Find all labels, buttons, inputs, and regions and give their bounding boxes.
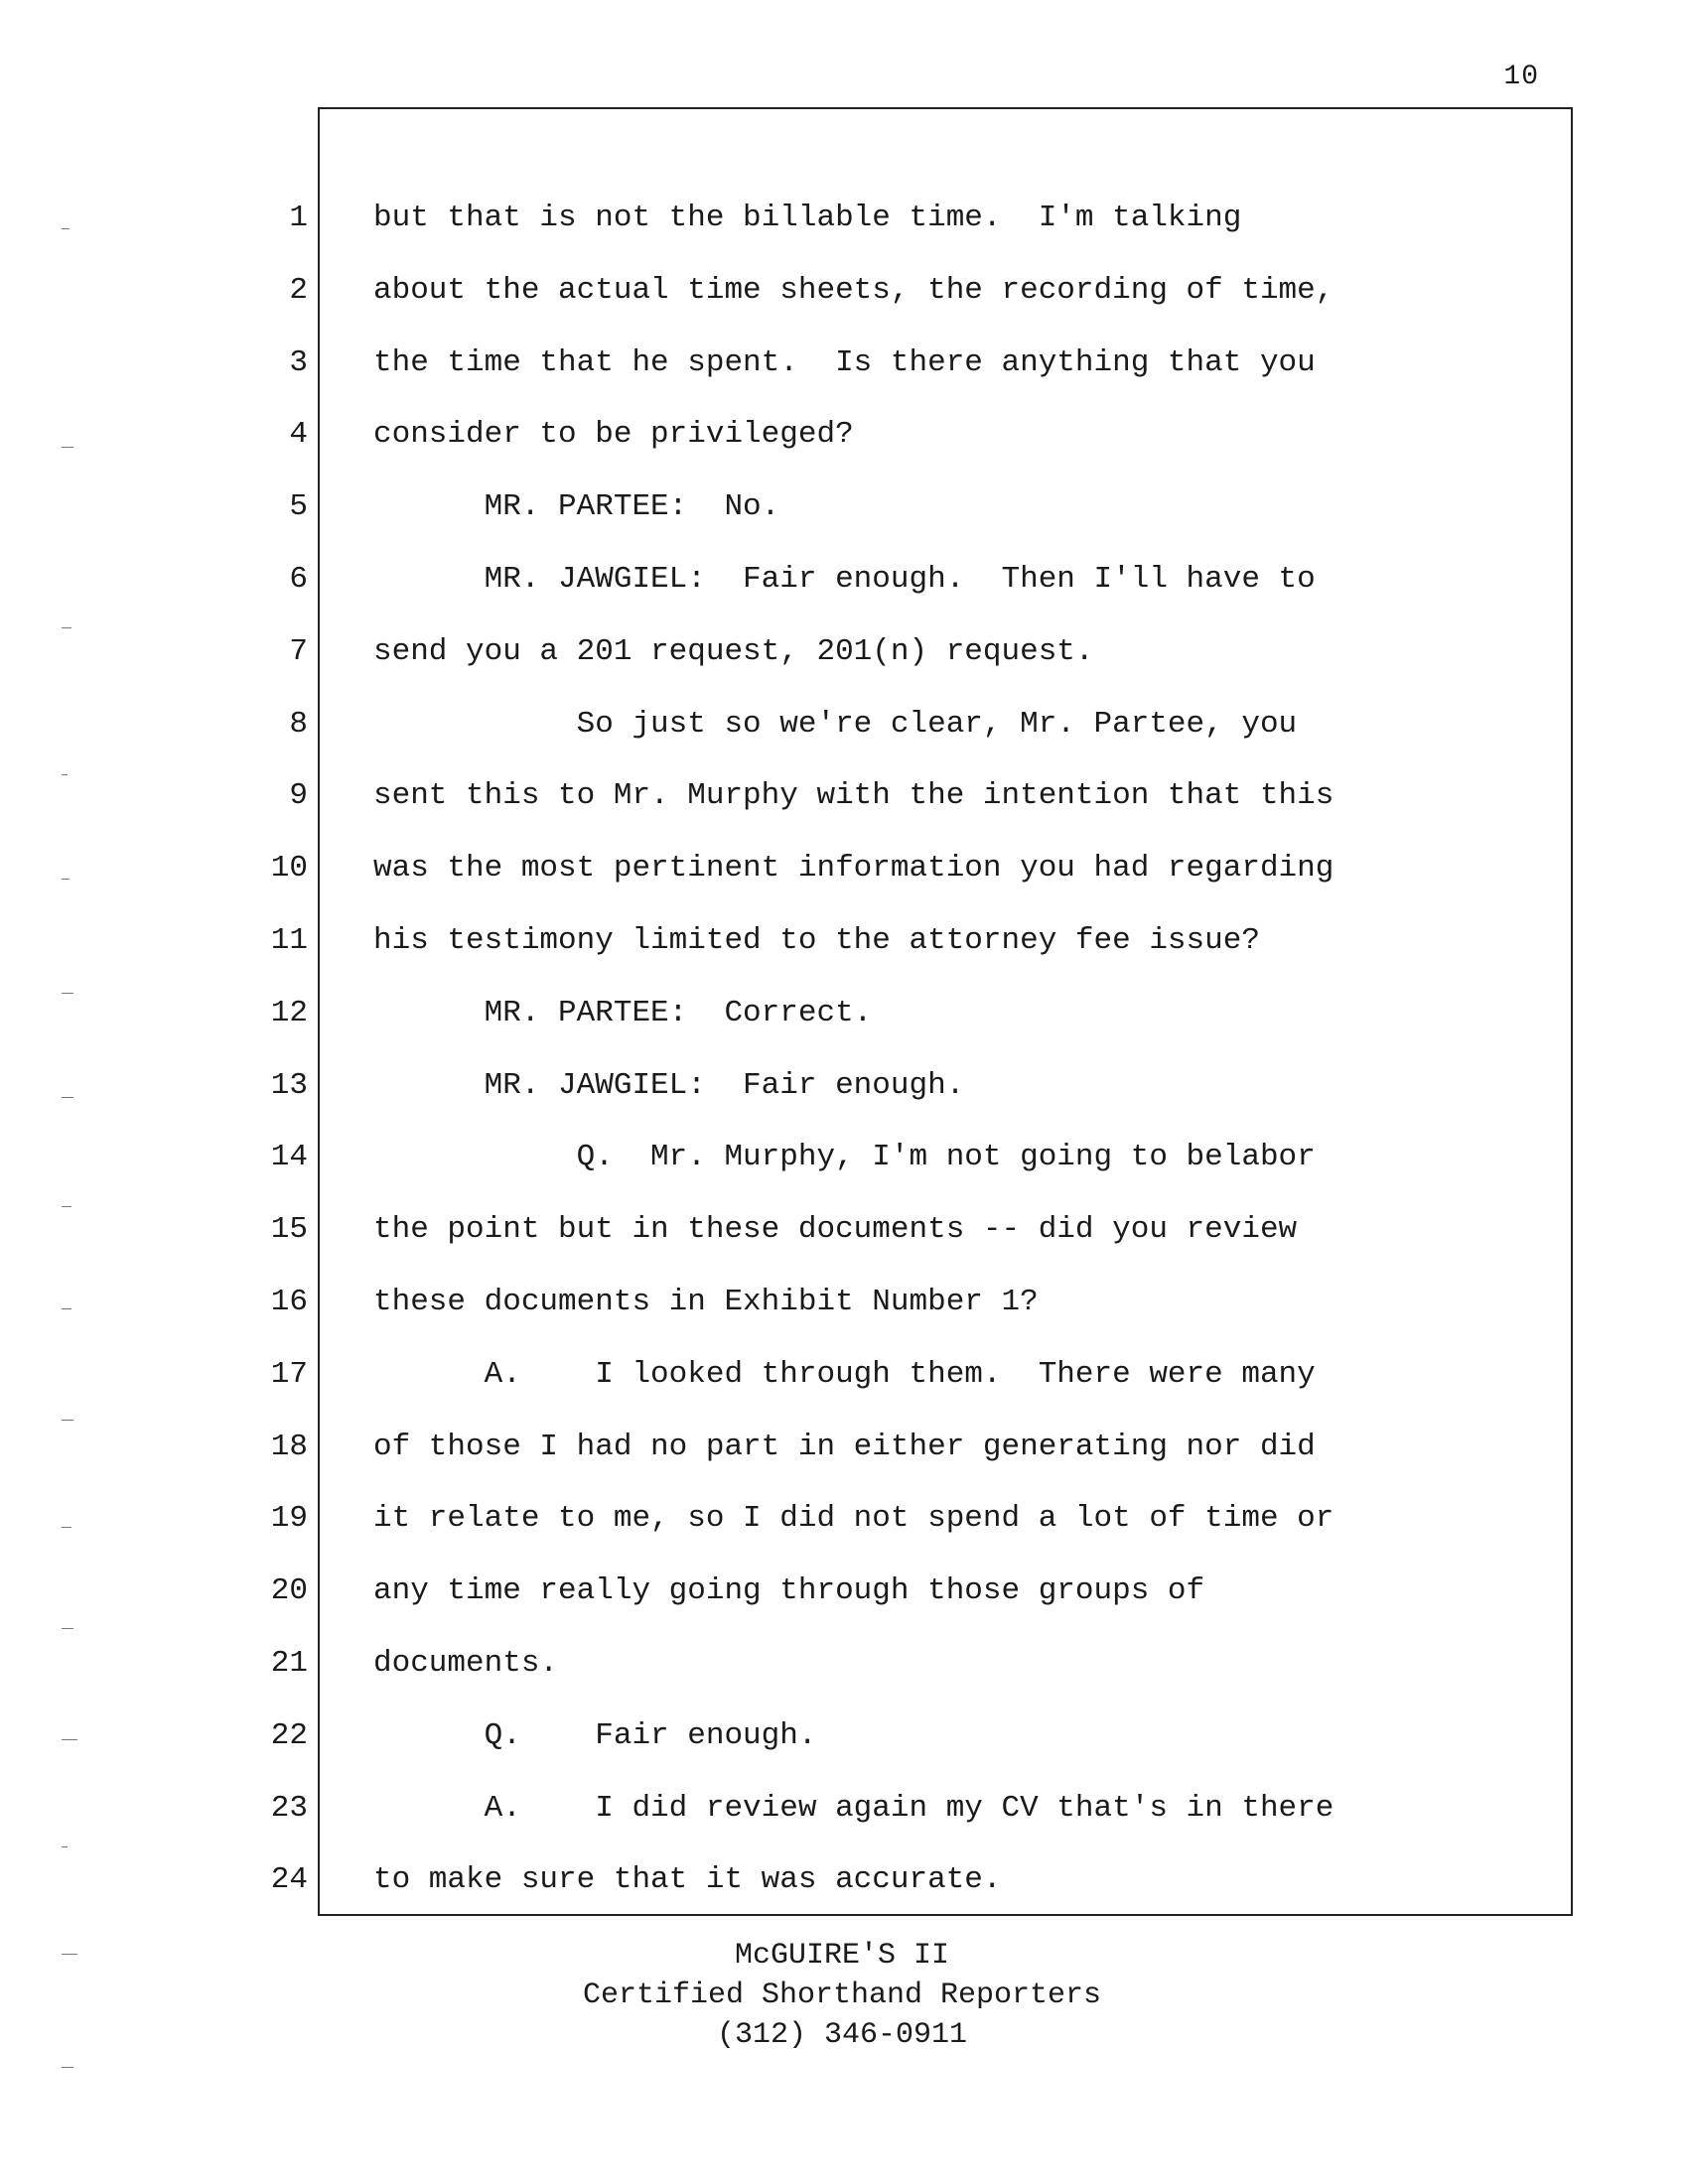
margin-mark — [62, 1097, 73, 1098]
transcript-line: any time really going through those groups of — [373, 1573, 1205, 1608]
line-number: 23 — [270, 1791, 308, 1826]
line-number: 16 — [270, 1285, 308, 1319]
line-number: 15 — [270, 1212, 308, 1247]
transcript-line: send you a 201 request, 201(n) request. — [373, 634, 1094, 669]
line-number: 11 — [270, 923, 308, 958]
margin-mark — [62, 879, 70, 880]
line-number: 12 — [270, 996, 308, 1030]
transcript-line: MR. PARTEE: No. — [373, 489, 780, 524]
transcript-line: MR. JAWGIEL: Fair enough. Then I'll have to — [373, 562, 1316, 597]
line-number: 13 — [270, 1068, 308, 1103]
margin-mark — [62, 1954, 77, 1955]
footer-phone: (312) 346-0911 — [716, 2018, 968, 2052]
margin-mark — [62, 1206, 71, 1207]
margin-mark — [62, 1739, 77, 1740]
margin-mark — [62, 1846, 68, 1847]
transcript-line: was the most pertinent information you had regarding — [373, 851, 1334, 886]
transcript-line: these documents in Exhibit Number 1? — [373, 1285, 1039, 1319]
line-number: 20 — [270, 1573, 308, 1608]
line-number: 18 — [270, 1430, 308, 1464]
footer-company: McGUIRE'S II — [734, 1939, 950, 1973]
margin-mark — [62, 2067, 73, 2068]
footer-service: Certified Shorthand Reporters — [582, 1979, 1102, 2012]
transcript-line: sent this to Mr. Murphy with the intention that this — [373, 778, 1334, 813]
transcript-line: consider to be privileged? — [373, 417, 854, 452]
line-number: 3 — [289, 345, 308, 380]
line-number: 8 — [289, 707, 308, 742]
transcript-line: about the actual time sheets, the recording of time, — [373, 273, 1334, 308]
margin-mark — [62, 1527, 71, 1528]
page-number: 10 — [1503, 62, 1539, 92]
transcript-line: documents. — [373, 1646, 559, 1681]
transcript-line: MR. PARTEE: Correct. — [373, 996, 873, 1030]
margin-mark — [62, 1308, 71, 1309]
line-number: 5 — [289, 489, 308, 524]
margin-mark — [62, 1628, 73, 1629]
line-number: 14 — [270, 1140, 308, 1174]
line-number: 7 — [289, 634, 308, 669]
line-number: 17 — [270, 1357, 308, 1392]
line-number: 21 — [270, 1646, 308, 1681]
transcript-line: MR. JAWGIEL: Fair enough. — [373, 1068, 965, 1103]
line-number: 1 — [289, 201, 308, 235]
transcript-line: but that is not the billable time. I'm talking — [373, 201, 1242, 235]
reporter-footer — [0, 1936, 1684, 2055]
margin-mark — [62, 627, 71, 628]
margin-mark — [62, 774, 68, 775]
line-number: 22 — [270, 1718, 308, 1753]
line-number: 6 — [289, 562, 308, 597]
line-number: 2 — [289, 273, 308, 308]
margin-mark — [62, 993, 73, 994]
transcript-line: the point but in these documents -- did you review — [373, 1212, 1298, 1247]
margin-mark — [62, 1420, 73, 1421]
line-number: 9 — [289, 778, 308, 813]
transcript-line: to make sure that it was accurate. — [373, 1862, 1002, 1897]
transcript-line: the time that he spent. Is there anything that you — [373, 345, 1316, 380]
transcript-line: So just so we're clear, Mr. Partee, you — [373, 707, 1298, 742]
margin-mark — [62, 447, 73, 448]
margin-mark — [62, 228, 70, 229]
transcript-line: A. I looked through them. There were many — [373, 1357, 1316, 1392]
line-number: 19 — [270, 1501, 308, 1536]
line-number: 10 — [270, 851, 308, 886]
line-number: 24 — [270, 1862, 308, 1897]
transcript-line: Q. Fair enough. — [373, 1718, 817, 1753]
transcript-line: it relate to me, so I did not spend a lot of time or — [373, 1501, 1334, 1536]
transcript-line: Q. Mr. Murphy, I'm not going to belabor — [373, 1140, 1316, 1174]
line-number: 4 — [289, 417, 308, 452]
transcript-line: A. I did review again my CV that's in there — [373, 1791, 1334, 1826]
transcript-line: his testimony limited to the attorney fee issue? — [373, 923, 1260, 958]
transcript-line: of those I had no part in either generating nor did — [373, 1430, 1316, 1464]
